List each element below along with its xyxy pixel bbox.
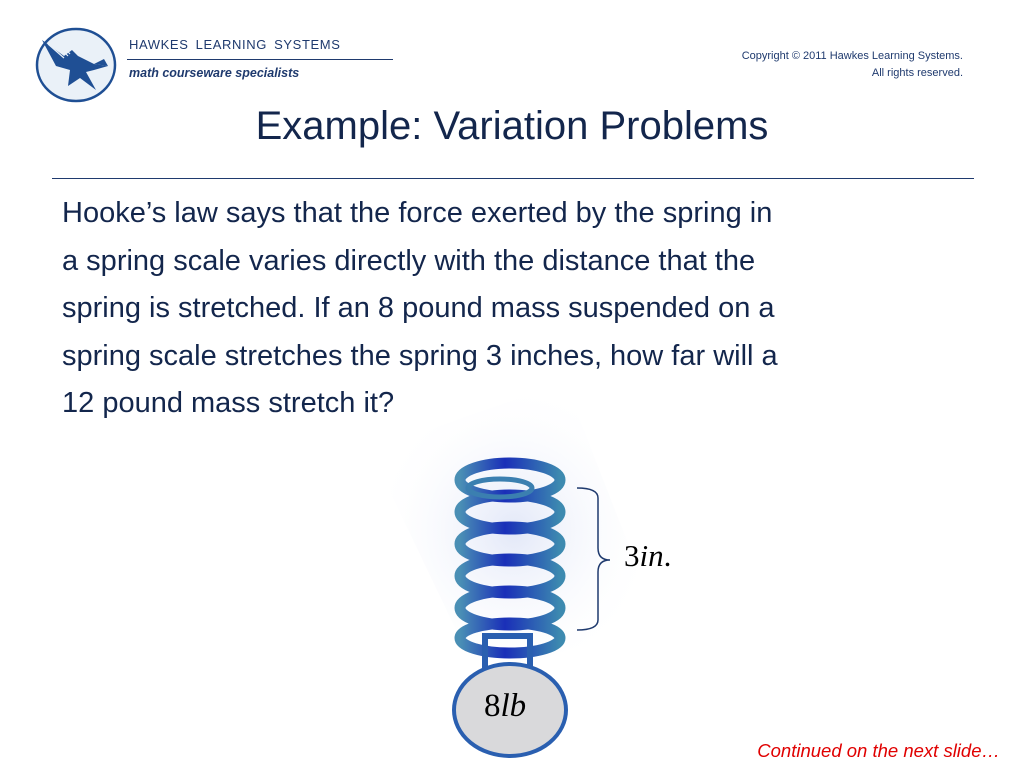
hawkes-logo [34, 26, 118, 104]
mass-unit: lb [500, 688, 527, 724]
brand-tagline: math courseware specialists [129, 66, 300, 80]
continued-note: Continued on the next slide… [757, 740, 1000, 761]
problem-line: 12 pound mass stretch it? [62, 387, 395, 419]
stretch-number: 3 [624, 538, 640, 573]
stretch-label [624, 538, 671, 574]
stretch-period: . [663, 538, 672, 573]
rights-line: All rights reserved. [871, 67, 963, 79]
weight-label [484, 688, 526, 725]
problem-line: Hooke’s law says that the force exerted by the spring in [62, 197, 773, 229]
copyright-notice [742, 48, 963, 82]
problem-line: spring is stretched. If an 8 pound mass suspended on a [62, 292, 775, 324]
brand-name: HAWKES LEARNING SYSTEMS [129, 37, 341, 52]
eagle-icon [34, 26, 118, 104]
problem-line: a spring scale varies directly with the distance that the [62, 244, 756, 277]
stretch-unit: in [639, 538, 664, 573]
mass-number: 8 [484, 688, 501, 724]
problem-line: spring scale stretches the spring 3 inches, how far will a [62, 339, 778, 372]
copyright-line: Copyright © 2011 Hawkes Learning Systems. [741, 50, 963, 62]
slide-title: Example: Variation Problems [255, 104, 769, 148]
brand-divider [127, 59, 393, 60]
title-divider [52, 178, 974, 179]
